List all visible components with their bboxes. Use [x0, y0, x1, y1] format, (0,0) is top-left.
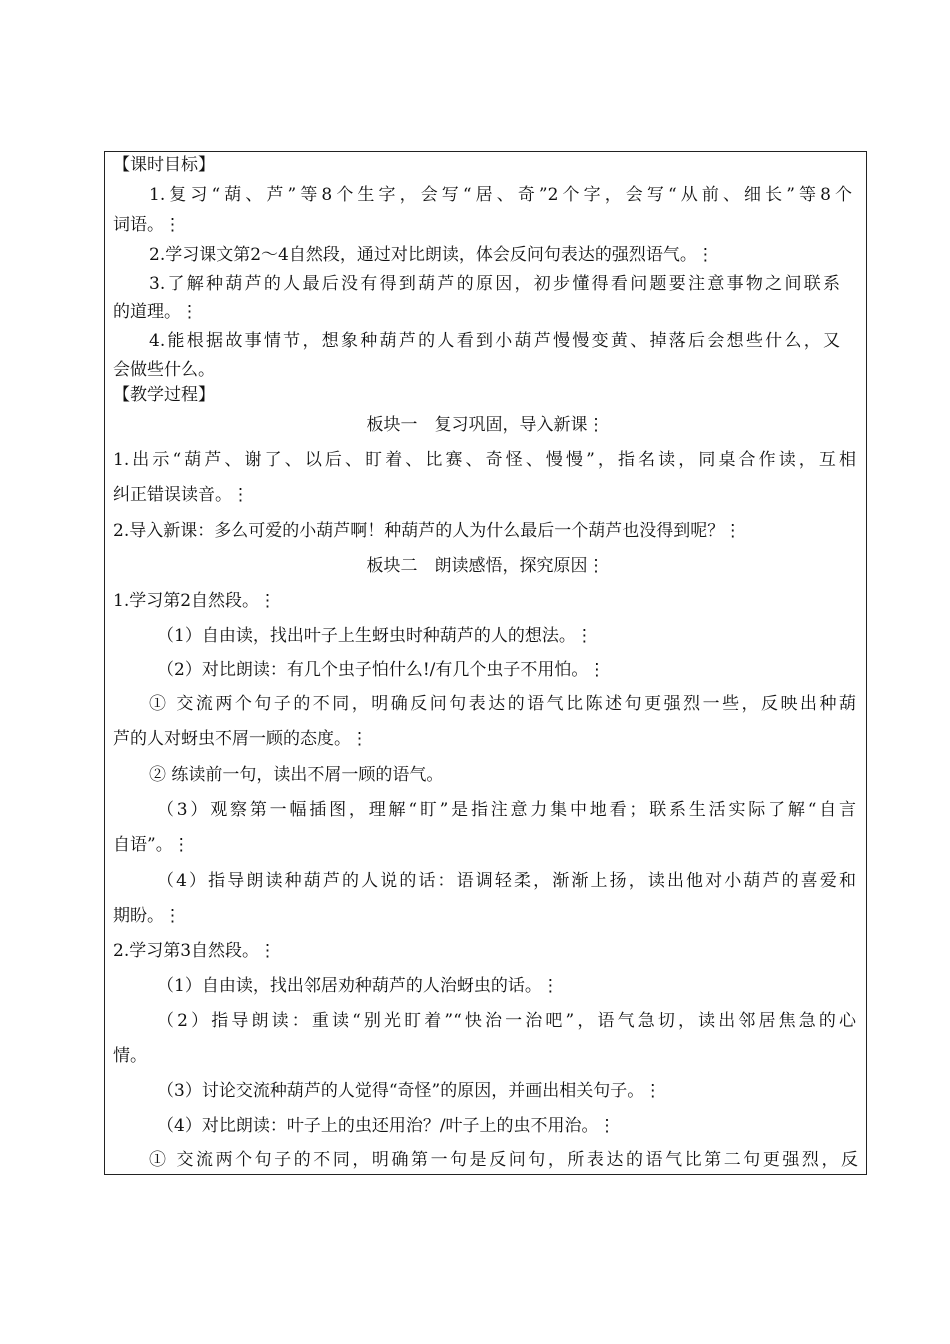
lesson-plan-box: [104, 151, 867, 1175]
section-1-step-2-point-1-line-1: ① 交流两个句子的不同，明确反问句表达的语气比陈述句更强烈一些，反映出种葫: [149, 694, 856, 714]
goal-3-line-2: 的道理。⋮: [113, 302, 198, 322]
section-1-step-3-line-2: 自语”。⋮: [113, 835, 190, 855]
section-1-step-4-line-1: （4）指导朗读种葫芦的人说的话：语调轻柔，渐渐上扬，读出他对小葫芦的喜爱和: [157, 871, 856, 891]
section-2-step-3: （3）讨论交流种葫芦的人觉得“奇怪”的原因，并画出相关句子。⋮: [157, 1081, 662, 1101]
section-2-step-2-line-1: （2）指导朗读：重读“别光盯着”“快治一治吧”，语气急切，读出邻居焦急的心: [157, 1011, 856, 1031]
section-1-step-4-line-2: 期盼。⋮: [113, 906, 181, 926]
goal-1-line-2: 词语。⋮: [113, 215, 181, 235]
process-heading: 【教学过程】: [113, 385, 215, 405]
block-2-title: 板块二 朗读感悟，探究原因⋮: [366, 556, 605, 576]
block-1-title: 板块一 复习巩固，导入新课⋮: [366, 415, 605, 435]
block-1-item-1-line-2: 纠正错误读音。⋮: [113, 485, 249, 505]
section-1-step-2-point-1-line-2: 芦的人对蚜虫不屑一顾的态度。⋮: [113, 729, 368, 749]
section-1: 1.学习第2自然段。⋮: [113, 591, 277, 611]
goal-2: 2.学习课文第2～4自然段，通过对比朗读，体会反问句表达的强烈语气。⋮: [149, 245, 714, 265]
block-1-item-1-line-1: 1.出示“葫芦、谢了、以后、盯着、比赛、奇怪、慢慢”，指名读，同桌合作读，互相: [113, 450, 856, 470]
goal-3-line-1: 3.了解种葫芦的人最后没有得到葫芦的原因，初步懂得看问题要注意事物之间联系: [149, 274, 840, 294]
section-2-step-4-point-1: ① 交流两个句子的不同，明确第一句是反问句，所表达的语气比第二句更强烈，反: [149, 1150, 858, 1170]
section-1-step-1: （1）自由读，找出叶子上生蚜虫时种葫芦的人的想法。⋮: [157, 626, 593, 646]
section-2-step-1: （1）自由读，找出邻居劝种葫芦的人治蚜虫的话。⋮: [157, 976, 559, 996]
goal-4-line-2: 会做些什么。: [113, 360, 215, 380]
section-1-step-2-point-2: ② 练读前一句，读出不屑一顾的语气。: [149, 765, 444, 785]
goals-heading: 【课时目标】: [113, 155, 215, 175]
section-2-step-4: （4）对比朗读：叶子上的虫还用治？/叶子上的虫不用治。⋮: [157, 1116, 616, 1136]
section-1-step-3-line-1: （3）观察第一幅插图，理解“盯”是指注意力集中地看；联系生活实际了解“自言: [157, 800, 856, 820]
section-1-step-2: （2）对比朗读：有几个虫子怕什么!/有几个虫子不用怕。⋮: [157, 660, 606, 680]
goal-1-line-1: 1.复习“葫、芦”等8个生字，会写“居、奇”2个字，会写“从前、细长”等8个: [149, 185, 852, 205]
section-2-step-2-line-2: 情。: [113, 1046, 147, 1066]
goal-4-line-1: 4.能根据故事情节，想象种葫芦的人看到小葫芦慢慢变黄、掉落后会想些什么，又: [149, 331, 840, 351]
block-1-item-2: 2.导入新课：多么可爱的小葫芦啊！种葫芦的人为什么最后一个葫芦也没得到呢？⋮: [113, 521, 742, 541]
section-2: 2.学习第3自然段。⋮: [113, 941, 277, 961]
